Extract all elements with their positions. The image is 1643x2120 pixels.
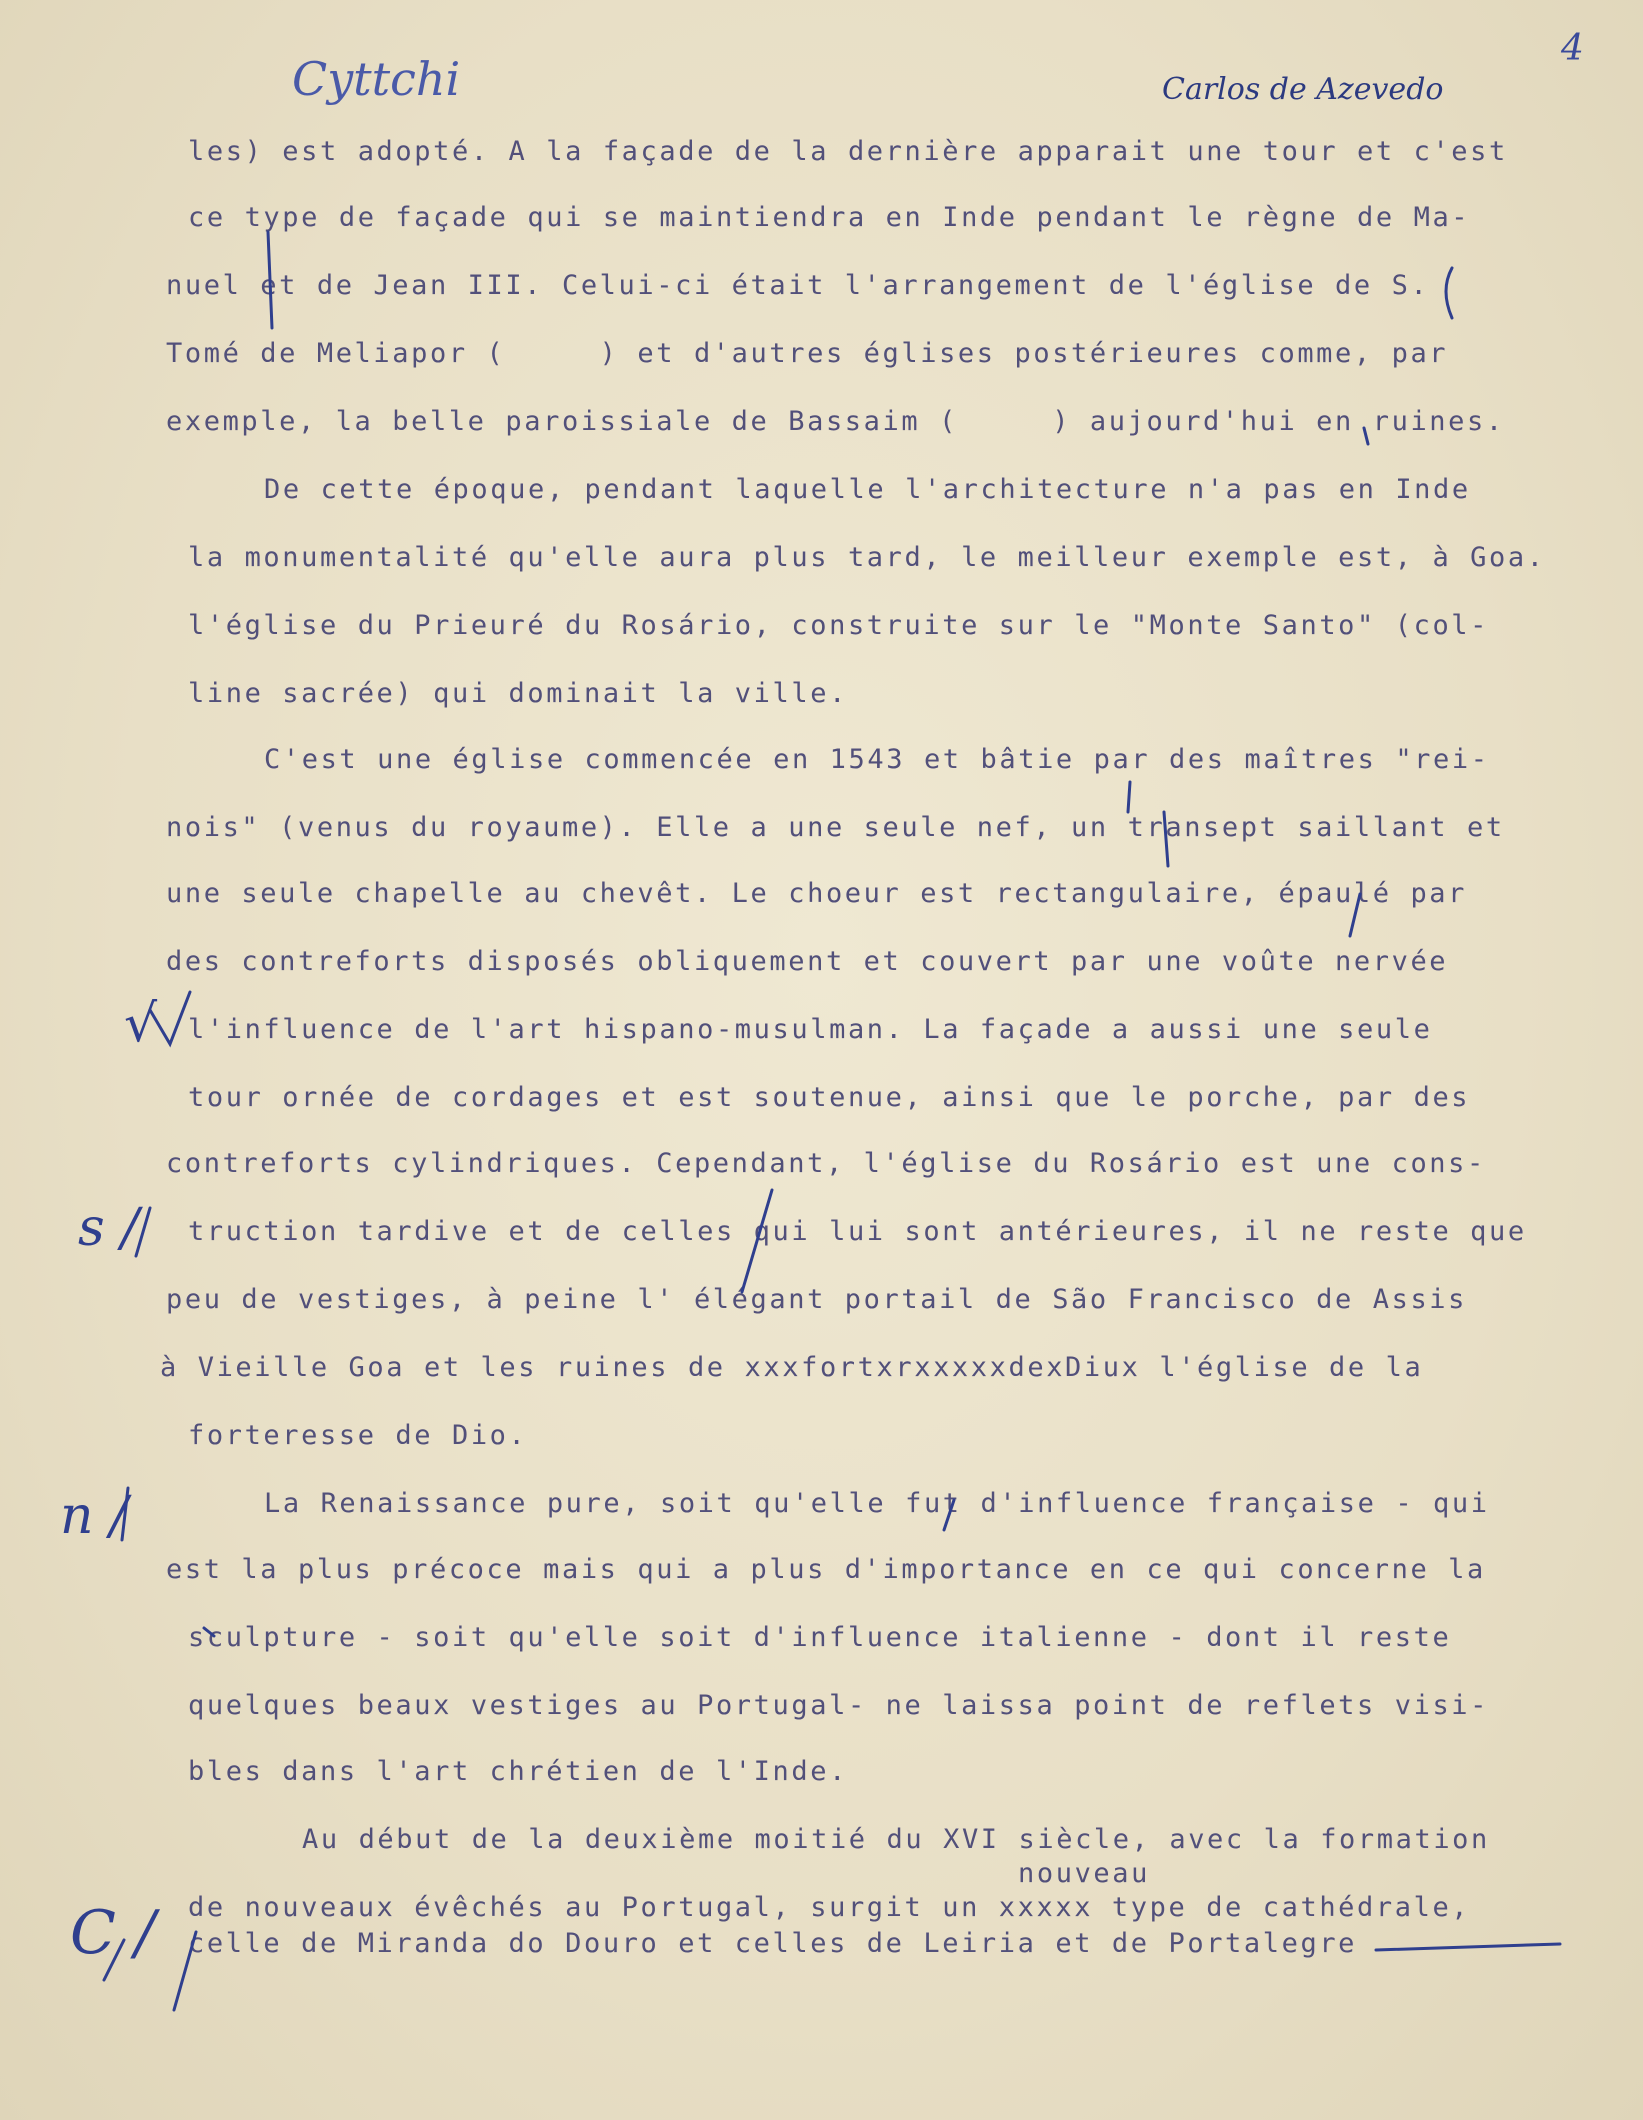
text-line: peu de vestiges, à peine l' élégant portail de São Francisco de Assis	[166, 1284, 1468, 1315]
text-line: quelques beaux vestiges au Portugal- ne laissa point de reflets visi-	[188, 1690, 1490, 1721]
text-line: l'influence de l'art hispano-musulman. La façade a aussi une seule	[188, 1014, 1433, 1045]
top-right-annotation: Carlos de Azevedo	[1162, 72, 1444, 107]
margin-mark-check: √	[124, 994, 158, 1054]
margin-mark-n: n /	[60, 1486, 128, 1546]
margin-mark-c: C /	[70, 1898, 156, 1968]
text-line: l'église du Prieuré du Rosário, construite sur le "Monte Santo" (col-	[188, 610, 1490, 641]
text-line: la monumentalité qu'elle aura plus tard, le meilleur exemple est, à Goa.	[188, 542, 1546, 573]
text-line: La Renaissance pure, soit qu'elle fut d'influence française - qui	[264, 1488, 1490, 1519]
text-line: sculpture - soit qu'elle soit d'influence italienne - dont il reste	[188, 1622, 1452, 1653]
text-line: Au début de la deuxième moitié du XVI siècle, avec la formation	[302, 1824, 1490, 1855]
text-line: de nouveaux évêchés au Portugal, surgit un xxxxx type de cathédrale,	[188, 1892, 1471, 1923]
text-line: une seule chapelle au chevêt. Le choeur est rectangulaire, épaulé par	[166, 878, 1468, 909]
text-line: les) est adopté. A la façade de la dernière apparait une tour et c'est	[188, 136, 1508, 167]
text-line: line sacrée) qui dominait la ville.	[188, 678, 848, 709]
text-line: C'est une église commencée en 1543 et bâtie par des maîtres "rei-	[264, 744, 1490, 775]
text-line: tour ornée de cordages et est soutenue, ainsi que le porche, par des	[188, 1082, 1471, 1113]
text-line: nois" (venus du royaume). Elle a une seule nef, un transept saillant et	[166, 812, 1505, 843]
text-line: est la plus précoce mais qui a plus d'importance en ce qui concerne la	[166, 1554, 1486, 1585]
text-line: à Vieille Goa et les ruines de xxxfortxrxxxxxdexDiux l'église de la	[160, 1352, 1424, 1383]
text-line: De cette époque, pendant laquelle l'architecture n'a pas en Inde	[264, 474, 1471, 505]
text-line: Tomé de Meliapor ( ) et d'autres églises postérieures comme, par	[166, 338, 1449, 369]
text-line: forteresse de Dio.	[188, 1420, 528, 1451]
text-line: des contreforts disposés obliquement et couvert par une voûte nervée	[166, 946, 1449, 977]
insertion-above-line: nouveau	[1018, 1858, 1150, 1889]
text-line: bles dans l'art chrétien de l'Inde.	[188, 1756, 848, 1787]
text-line: contreforts cylindriques. Cependant, l'église du Rosário est une cons-	[166, 1148, 1486, 1179]
margin-mark-s: s /	[78, 1198, 139, 1258]
top-left-annotation: Cyttchi	[292, 52, 461, 106]
text-line: truction tardive et de celles qui lui sont antérieures, il ne reste que	[188, 1216, 1527, 1247]
text-line: nuel et de Jean III. Celui-ci était l'arrangement de l'église de S.	[166, 270, 1430, 301]
text-line: ce type de façade qui se maintiendra en Inde pendant le règne de Ma-	[188, 202, 1471, 233]
text-line: celle de Miranda do Douro et celles de Leiria et de Portalegre	[188, 1928, 1358, 1959]
page-number: 4	[1561, 28, 1584, 69]
text-line: exemple, la belle paroissiale de Bassaim ( ) aujourd'hui en ruines.	[166, 406, 1505, 437]
